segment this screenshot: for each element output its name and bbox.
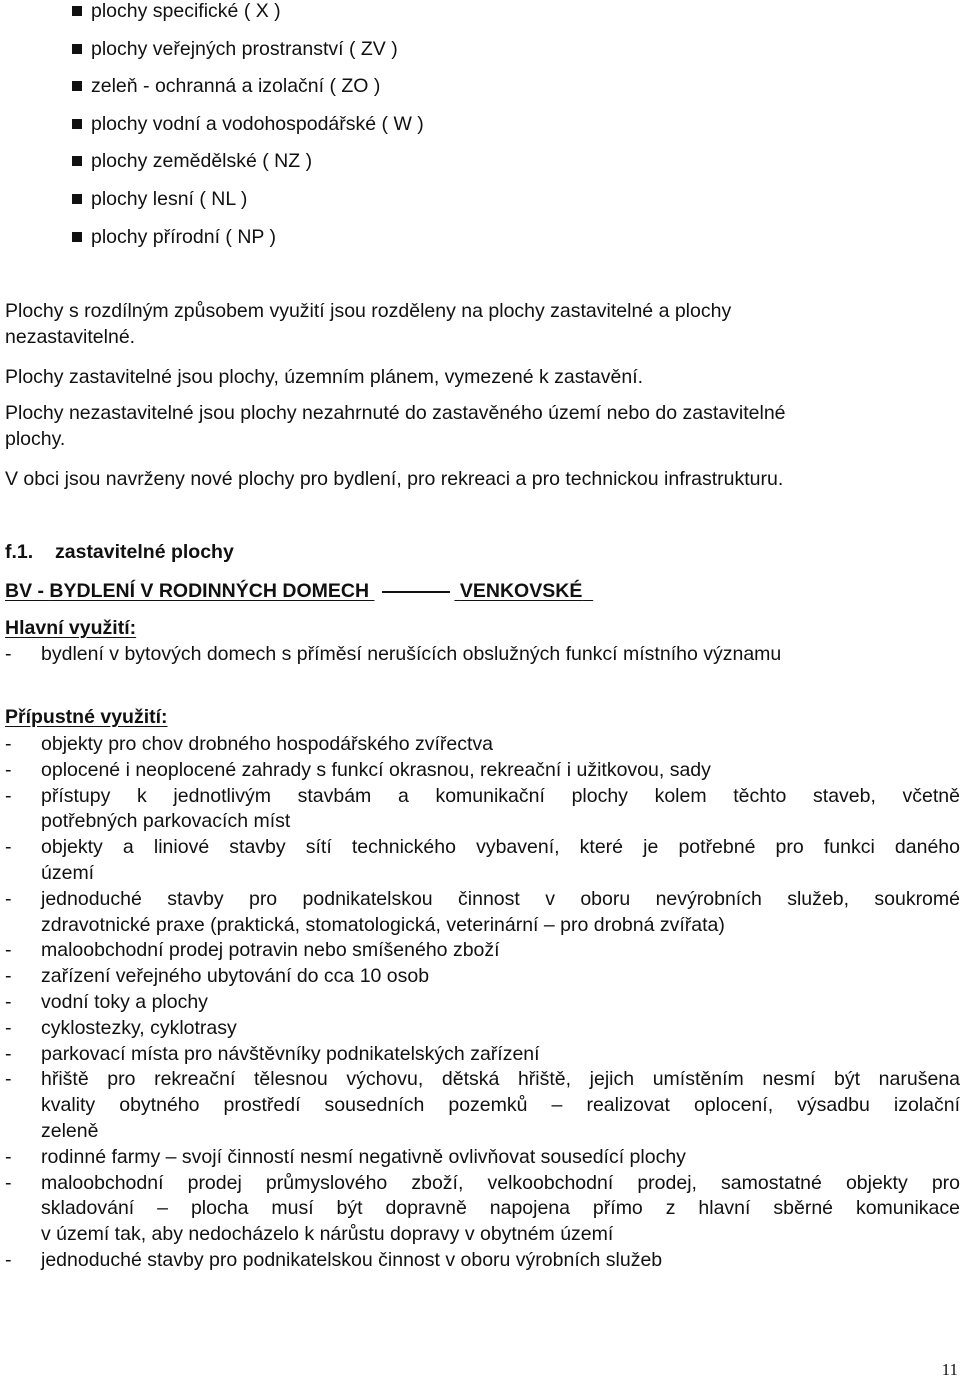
- square-bullet-icon: [72, 156, 82, 166]
- list-item: [5, 1145, 960, 1171]
- list-item-text: zdravotnické praxe (praktická, stomatologická, veterinární – pro drobná zvířata): [41, 913, 725, 936]
- bv-title-suffix: VENKOVSKÉ: [459, 580, 583, 602]
- paragraph-line: Plochy nezastavitelné jsou plochy nezahrnuté do zastavěného území nebo do zastavitelné: [5, 402, 786, 424]
- square-bullet-icon: [72, 6, 82, 16]
- land-use-bullet-list: [72, 0, 424, 263]
- paragraph-line: Plochy zastavitelné jsou plochy, územním plánem, vymezené k zastavění.: [5, 366, 644, 388]
- list-item: [5, 1042, 960, 1068]
- main-use-list: [5, 642, 960, 668]
- list-item: [5, 1171, 960, 1248]
- list-dash: -: [5, 643, 12, 665]
- bullet-text: plochy přírodní ( NP ): [91, 225, 276, 248]
- paragraph-line: V obci jsou navrženy nové plochy pro bydlení, pro rekreaci a pro technickou infrastrukturu.: [5, 468, 784, 490]
- permitted-use-label: Přípustné využití:: [5, 706, 168, 728]
- list-item-text: zeleně: [41, 1119, 99, 1142]
- list-item: [5, 938, 960, 964]
- list-item-text: objekty a liniové stavby sítí technického vybavení, které je potřebné pro funkci daného: [41, 836, 960, 859]
- list-item-text: jednoduché stavby pro podnikatelskou činnost v oboru nevýrobních služeb, soukromé: [41, 887, 960, 910]
- bullet-item: [72, 38, 424, 76]
- bullet-item: [72, 226, 424, 264]
- list-item: [5, 1067, 960, 1144]
- list-item-text: bydlení v bytových domech s příměsí nerušících obslužných funkcí místního významu: [41, 643, 782, 665]
- list-item-text: parkovací místa pro návštěvníky podnikatelských zařízení: [41, 1042, 540, 1065]
- list-item: [5, 990, 960, 1016]
- list-item-text: potřebných parkovacích míst: [41, 810, 291, 833]
- list-dash: -: [5, 1016, 12, 1039]
- bv-heading: [5, 580, 593, 603]
- list-dash: -: [5, 1042, 12, 1065]
- list-item-text: skladování – plocha musí být dopravně napojena přímo z hlavní sběrné komunikace: [41, 1197, 960, 1220]
- bv-code-prefix: BV -: [5, 580, 44, 602]
- list-item-text: v území tak, aby nedocházelo k nárůstu dopravy v obytném území: [41, 1223, 614, 1246]
- list-item-text: vodní toky a plochy: [41, 990, 208, 1013]
- bullet-item: [72, 150, 424, 188]
- list-dash: -: [5, 990, 12, 1013]
- section-heading: [5, 541, 234, 564]
- list-dash: -: [5, 1248, 12, 1271]
- list-item-text: maloobchodní prodej potravin nebo smíšeného zboží: [41, 939, 500, 962]
- list-item-text: kvality obytného prostředí sousedních pozemků – realizovat oplocení, výsadbu izolační: [41, 1094, 960, 1117]
- list-item: [5, 642, 960, 668]
- list-item: [5, 1248, 960, 1274]
- bullet-text: plochy vodní a vodohospodářské ( W ): [91, 112, 424, 135]
- list-item-text: zařízení veřejného ubytování do cca 10 osob: [41, 965, 430, 988]
- square-bullet-icon: [72, 232, 82, 242]
- list-item-text: cyklostezky, cyklotrasy: [41, 1016, 237, 1039]
- list-item-text: jednoduché stavby pro podnikatelskou činnost v oboru výrobních služeb: [41, 1248, 663, 1271]
- list-dash: -: [5, 1145, 12, 1168]
- list-item: [5, 784, 960, 836]
- list-dash: -: [5, 1068, 12, 1091]
- list-item-text: hřiště pro rekreační tělesnou výchovu, dětská hřiště, jejich umístěním nesmí být narušena: [41, 1068, 960, 1091]
- bullet-text: plochy specifické ( X ): [91, 0, 281, 22]
- bullet-text: plochy zemědělské ( NZ ): [91, 150, 313, 173]
- square-bullet-icon: [72, 194, 82, 204]
- bullet-text: plochy lesní ( NL ): [91, 187, 248, 210]
- paragraph-non-buildable: [5, 400, 955, 452]
- list-dash: -: [5, 939, 12, 962]
- bullet-item: [72, 75, 424, 113]
- paragraph-line: plochy.: [5, 428, 66, 450]
- bullet-item: [72, 188, 424, 226]
- list-dash: -: [5, 758, 12, 781]
- list-item: [5, 964, 960, 990]
- paragraph-line: nezastavitelné.: [5, 326, 136, 348]
- bullet-text: zeleň - ochranná a izolační ( ZO ): [91, 75, 381, 98]
- list-dash: -: [5, 836, 12, 859]
- list-item-text: objekty pro chov drobného hospodářského zvířectva: [41, 733, 494, 755]
- list-dash: -: [5, 1171, 12, 1194]
- list-item: [5, 835, 960, 887]
- list-item: [5, 758, 960, 784]
- paragraph-buildable: [5, 364, 955, 390]
- list-item: [5, 887, 960, 939]
- paragraph-land-division: [5, 298, 955, 350]
- list-item: [5, 1016, 960, 1042]
- bv-title-main: BYDLENÍ V RODINNÝCH DOMECH: [49, 580, 370, 602]
- main-use-label: Hlavní využití:: [5, 617, 137, 639]
- bullet-text: plochy veřejných prostranství ( ZV ): [91, 37, 398, 60]
- list-item: [5, 732, 960, 758]
- bullet-item: [72, 113, 424, 151]
- paragraph-line: Plochy s rozdílným způsobem využití jsou rozděleny na plochy zastavitelné a plochy: [5, 300, 732, 322]
- list-dash: -: [5, 733, 12, 755]
- list-item-text: maloobchodní prodej průmyslového zboží, velkoobchodní prodej, samostatné objekty pro: [41, 1171, 960, 1194]
- list-dash: -: [5, 784, 12, 807]
- bullet-item: [72, 0, 424, 38]
- list-item-text: rodinné farmy – svojí činností nesmí negativně ovlivňovat sousedící plochy: [41, 1145, 686, 1168]
- list-item-text: území: [41, 861, 95, 884]
- square-bullet-icon: [72, 81, 82, 91]
- section-number: f.1.: [5, 541, 34, 563]
- section-title: zastavitelné plochy: [55, 541, 234, 563]
- square-bullet-icon: [72, 44, 82, 54]
- list-dash: -: [5, 887, 12, 910]
- paragraph-new-areas: [5, 466, 955, 492]
- bv-title-dash: [382, 591, 450, 593]
- square-bullet-icon: [72, 119, 82, 129]
- list-item-text: přístupy k jednotlivým stavbám a komunikační plochy kolem těchto staveb, včetně: [41, 784, 960, 807]
- list-item-text: oplocené i neoplocené zahrady s funkcí okrasnou, rekreační i užitkovou, sady: [41, 758, 711, 781]
- page-number: 11: [941, 1360, 958, 1379]
- permitted-use-list: [5, 732, 960, 1274]
- list-dash: -: [5, 965, 12, 988]
